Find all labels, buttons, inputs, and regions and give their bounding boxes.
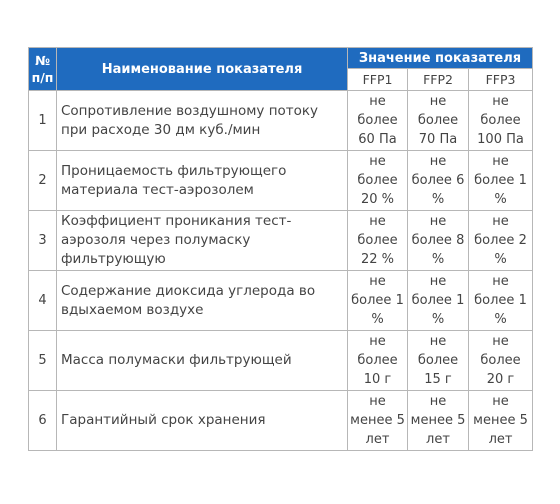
row-name: Сопротивление воздушному потоку при расходе 30 дм куб./мин	[57, 91, 348, 151]
row-value-ffp2: не более 1 %	[408, 271, 469, 331]
row-number: 1	[29, 91, 57, 151]
header-name: Наименование показателя	[57, 48, 348, 91]
specs-table-container	[28, 47, 533, 451]
header-value: Значение показателя	[348, 48, 533, 69]
row-value-ffp1: не более 22 %	[348, 211, 408, 271]
row-number: 6	[29, 391, 57, 451]
row-name: Проницаемость фильтрующего материала тест-аэрозолем	[57, 151, 348, 211]
table-row	[29, 331, 533, 391]
table-row	[29, 271, 533, 331]
table-row	[29, 151, 533, 211]
header-number-label: № п/п	[31, 53, 54, 85]
row-value-ffp1: не более 1 %	[348, 271, 408, 331]
row-number: 4	[29, 271, 57, 331]
row-value-ffp1: не более 20 %	[348, 151, 408, 211]
row-number: 5	[29, 331, 57, 391]
header-class-ffp2: FFP2	[408, 69, 469, 91]
row-value-ffp3: не более 1 %	[469, 271, 533, 331]
table-row	[29, 211, 533, 271]
row-name: Содержание диоксида углерода во вдыхаемом воздухе	[57, 271, 348, 331]
row-value-ffp2: не более 6 %	[408, 151, 469, 211]
row-name: Масса полумаски фильтрующей	[57, 331, 348, 391]
table-row	[29, 91, 533, 151]
row-value-ffp2: не менее 5 лет	[408, 391, 469, 451]
row-number: 2	[29, 151, 57, 211]
header-class-ffp3: FFP3	[469, 69, 533, 91]
row-value-ffp3: не менее 5 лет	[469, 391, 533, 451]
row-name: Гарантийный срок хранения	[57, 391, 348, 451]
specs-table	[28, 47, 533, 451]
table-row	[29, 391, 533, 451]
row-name: Коэффициент проникания тест-аэрозоля через полумаску фильтрующую	[57, 211, 348, 271]
row-value-ffp1: не более 10 г	[348, 331, 408, 391]
row-value-ffp2: не более 15 г	[408, 331, 469, 391]
row-value-ffp1: не более 60 Па	[348, 91, 408, 151]
row-value-ffp3: не более 100 Па	[469, 91, 533, 151]
row-number: 3	[29, 211, 57, 271]
row-value-ffp3: не более 20 г	[469, 331, 533, 391]
row-value-ffp3: не более 2 %	[469, 211, 533, 271]
header-number	[29, 48, 57, 91]
header-class-ffp1: FFP1	[348, 69, 408, 91]
row-value-ffp3: не более 1 %	[469, 151, 533, 211]
row-value-ffp1: не менее 5 лет	[348, 391, 408, 451]
row-value-ffp2: не более 8 %	[408, 211, 469, 271]
row-value-ffp2: не более 70 Па	[408, 91, 469, 151]
